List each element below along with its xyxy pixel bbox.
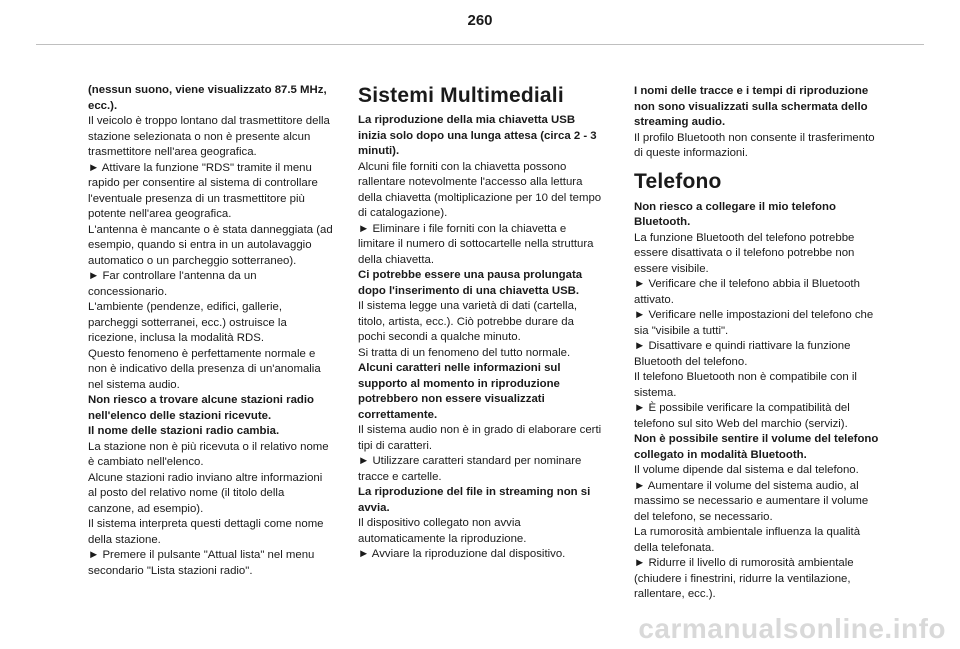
- paragraph: ► Attivare la funzione "RDS" tramite il menu rapido per consentire al sistema di controllare l'eventuale presenza di un trasmettitore più potente nell'area geografica.: [88, 161, 318, 220]
- watermark: carmanualsonline.info: [638, 613, 946, 644]
- paragraph: L'antenna è mancante o è stata danneggiata (ad esempio, quando si entra in un autolavaggio automatico o un parcheggio sotterraneo).: [88, 223, 333, 267]
- paragraph: Il telefono Bluetooth non è compatibile con il sistema.: [634, 371, 857, 399]
- paragraph: Il sistema legge una varietà di dati (cartella, titolo, artista, ecc.). Ciò potrebbe durare da pochi secondi a qualche minuto.: [358, 300, 578, 343]
- paragraph: ► Aumentare il volume del sistema audio, al massimo se necessario e aumentare il volume del telefono, se necessario.: [634, 479, 869, 523]
- header-divider: [36, 44, 924, 45]
- paragraph: La stazione non è più ricevuta o il relativo nome è cambiato nell'elenco.: [88, 440, 329, 468]
- question-heading: Non è possibile sentire il volume del telefono collegato in modalità Bluetooth.: [634, 433, 879, 461]
- question-heading: Non riesco a trovare alcune stazioni radio nell'elenco delle stazioni ricevute.: [88, 394, 314, 422]
- question-heading: Non riesco a collegare il mio telefono Bluetooth.: [634, 200, 836, 228]
- paragraph: Il dispositivo collegato non avvia automaticamente la riproduzione.: [358, 517, 527, 545]
- paragraph: Si tratta di un fenomeno del tutto normale.: [358, 346, 571, 359]
- paragraph: Il sistema audio non è in grado di elaborare certi tipi di caratteri.: [358, 424, 602, 452]
- question-heading: La riproduzione della mia chiavetta USB inizia solo dopo una lunga attesa (circa 2 - 3 minuti).: [358, 114, 597, 157]
- question-heading: La riproduzione del file in streaming non si avvia.: [358, 486, 591, 514]
- question-heading: I nomi delle tracce e i tempi di riproduzione non sono visualizzati sulla schermata dello streaming audio.: [634, 85, 869, 128]
- paragraph: La rumorosità ambientale influenza la qualità della telefonata.: [634, 526, 861, 554]
- paragraph: Il profilo Bluetooth non consente il trasferimento di queste informazioni.: [634, 131, 875, 159]
- paragraph: La funzione Bluetooth del telefono potrebbe essere disattivata o il telefono potrebbe non essere visibile.: [634, 231, 855, 275]
- column-2: [358, 84, 603, 563]
- paragraph: ► È possibile verificare la compatibilità del telefono sul sito Web del marchio (servizi).: [634, 402, 850, 430]
- section-heading: Sistemi Multimediali: [358, 84, 564, 107]
- paragraph: ► Ridurre il livello di rumorosità ambientale (chiudere i finestrini, ridurre la ventilazione, rallentare, ecc.).: [634, 557, 854, 600]
- paragraph: Il sistema interpreta questi dettagli come nome della stazione.: [88, 518, 324, 546]
- paragraph: ► Far controllare l'antenna da un concessionario.: [88, 270, 257, 298]
- paragraph: ► Premere il pulsante "Attual lista" nel menu secondario "Lista stazioni radio".: [88, 549, 315, 577]
- paragraph: Alcuni file forniti con la chiavetta possono rallentare notevolmente l'accesso alla lettura della chiavetta (moltiplicazione per 10 del tempo di catalogazione).: [358, 160, 602, 219]
- paragraph: Questo fenomeno è perfettamente normale e non è indicativo della presenza di un'anomalia nel sistema audio.: [88, 347, 321, 391]
- paragraph: L'ambiente (pendenze, edifici, gallerie, parcheggi sotterranei, ecc.) ostruisce la ricezione, inclusa la modalità RDS.: [88, 301, 287, 344]
- paragraph: ► Verificare nelle impostazioni del telefono che sia "visibile a tutti".: [634, 309, 874, 337]
- question-heading: Ci potrebbe essere una pausa prolungata dopo l'inserimento di una chiavetta USB.: [358, 269, 583, 297]
- column-1: [88, 83, 333, 579]
- section-heading: Telefono: [634, 169, 722, 193]
- paragraph: ► Verificare che il telefono abbia il Bluetooth attivato.: [634, 278, 860, 306]
- paragraph: Il volume dipende dal sistema e dal telefono.: [634, 464, 859, 476]
- column-3: [634, 84, 879, 603]
- paragraph: ► Utilizzare caratteri standard per nominare tracce e cartelle.: [358, 455, 582, 483]
- paragraph: ► Avviare la riproduzione dal dispositivo.: [358, 548, 566, 560]
- question-heading: Alcuni caratteri nelle informazioni sul supporto al momento in riproduzione potrebbero non essere visualizzati correttamente.: [358, 362, 561, 421]
- question-heading: (nessun suono, viene visualizzato 87.5 MHz, ecc.).: [88, 84, 327, 112]
- page-number: 260: [467, 12, 493, 29]
- paragraph: ► Eliminare i file forniti con la chiavetta e limitare il numero di sottocartelle nella struttura della chiavetta.: [358, 222, 594, 266]
- paragraph: Il veicolo è troppo lontano dal trasmettitore della stazione selezionata o non è presente alcun trasmettitore nell'area geografica.: [88, 115, 330, 158]
- question-heading: Il nome delle stazioni radio cambia.: [88, 425, 280, 437]
- paragraph: ► Disattivare e quindi riattivare la funzione Bluetooth del telefono.: [634, 340, 851, 368]
- paragraph: Alcune stazioni radio inviano altre informazioni al posto del relativo nome (il titolo della canzone, ad esempio).: [88, 471, 323, 515]
